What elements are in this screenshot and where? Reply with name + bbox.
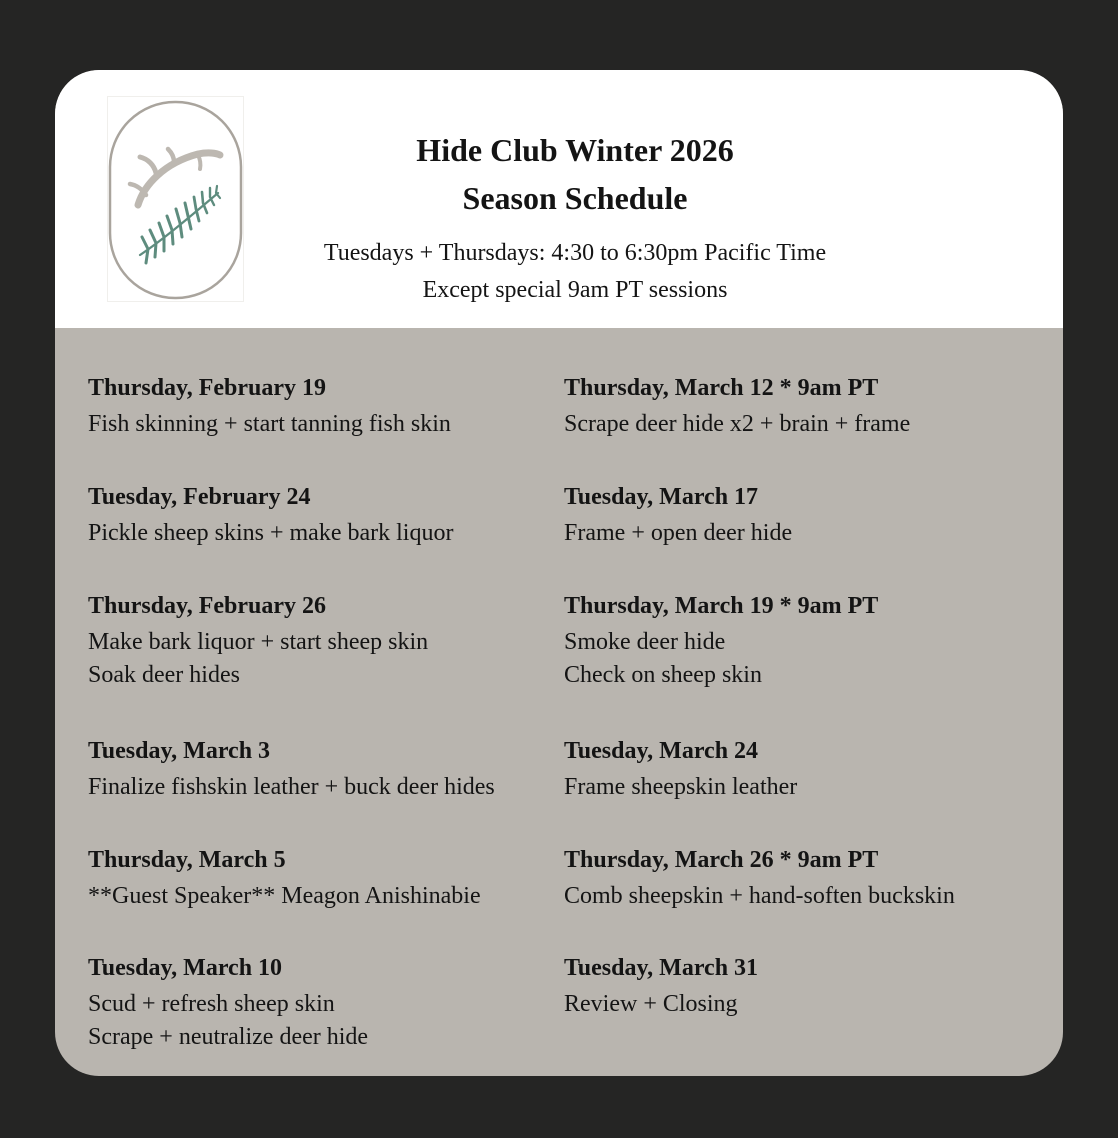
session-date: Thursday, March 26 * 9am PT bbox=[564, 847, 879, 873]
session-activity: Finalize fishskin leather + buck deer hides bbox=[88, 774, 495, 800]
schedule-entry bbox=[88, 736, 558, 802]
schedule-entry bbox=[88, 845, 558, 911]
session-activity: Scud + refresh sheep skin bbox=[88, 991, 335, 1017]
session-activity: **Guest Speaker** Meagon Anishinabie bbox=[88, 883, 481, 909]
session-activity: Fish skinning + start tanning fish skin bbox=[88, 411, 451, 437]
session-date: Tuesday, March 31 bbox=[564, 955, 759, 981]
session-date: Thursday, March 19 * 9am PT bbox=[564, 593, 879, 619]
schedule-entry bbox=[564, 373, 1044, 439]
session-date: Tuesday, March 10 bbox=[88, 955, 283, 981]
page-title: Hide Club Winter 2026 bbox=[416, 132, 734, 168]
session-date: Thursday, February 19 bbox=[88, 375, 327, 401]
session-date: Thursday, February 26 bbox=[88, 593, 327, 619]
schedule-times: Tuesdays + Thursdays: 4:30 to 6:30pm Pacific Time bbox=[323, 240, 827, 266]
schedule-entry bbox=[564, 845, 1044, 911]
session-date: Tuesday, March 24 bbox=[564, 738, 759, 764]
session-activity: Soak deer hides bbox=[88, 662, 240, 688]
session-activity: Check on sheep skin bbox=[564, 662, 762, 688]
session-activity: Pickle sheep skins + make bark liquor bbox=[88, 520, 454, 546]
session-date: Thursday, March 12 * 9am PT bbox=[564, 375, 879, 401]
schedule-entry bbox=[564, 591, 1044, 693]
schedule-exception-note: Except special 9am PT sessions bbox=[422, 277, 728, 303]
session-date: Tuesday, February 24 bbox=[88, 484, 311, 510]
session-activity: Frame + open deer hide bbox=[564, 520, 793, 546]
session-date: Thursday, March 5 bbox=[88, 847, 286, 873]
session-activity: Smoke deer hide bbox=[564, 629, 726, 655]
schedule-entry bbox=[564, 736, 1044, 802]
schedule-entry bbox=[88, 482, 558, 548]
session-date: Tuesday, March 17 bbox=[564, 484, 759, 510]
schedule-entry bbox=[564, 953, 1044, 1019]
schedule-entry bbox=[88, 373, 558, 439]
session-activity: Review + Closing bbox=[564, 991, 738, 1017]
session-activity: Scrape deer hide x2 + brain + frame bbox=[564, 411, 911, 437]
session-activity: Make bark liquor + start sheep skin bbox=[88, 629, 429, 655]
session-activity: Frame sheepskin leather bbox=[564, 774, 798, 800]
schedule-card bbox=[55, 70, 1063, 1076]
schedule-entry bbox=[88, 953, 558, 1055]
session-activity: Scrape + neutralize deer hide bbox=[88, 1024, 369, 1050]
antler-and-fern-logo-icon bbox=[108, 97, 245, 303]
session-activity: Comb sheepskin + hand-soften buckskin bbox=[564, 883, 955, 909]
page-subtitle-title: Season Schedule bbox=[462, 180, 688, 216]
schedule-entry bbox=[88, 591, 558, 693]
logo bbox=[107, 96, 244, 302]
session-date: Tuesday, March 3 bbox=[88, 738, 271, 764]
header bbox=[55, 70, 1063, 328]
schedule-entry bbox=[564, 482, 1044, 548]
